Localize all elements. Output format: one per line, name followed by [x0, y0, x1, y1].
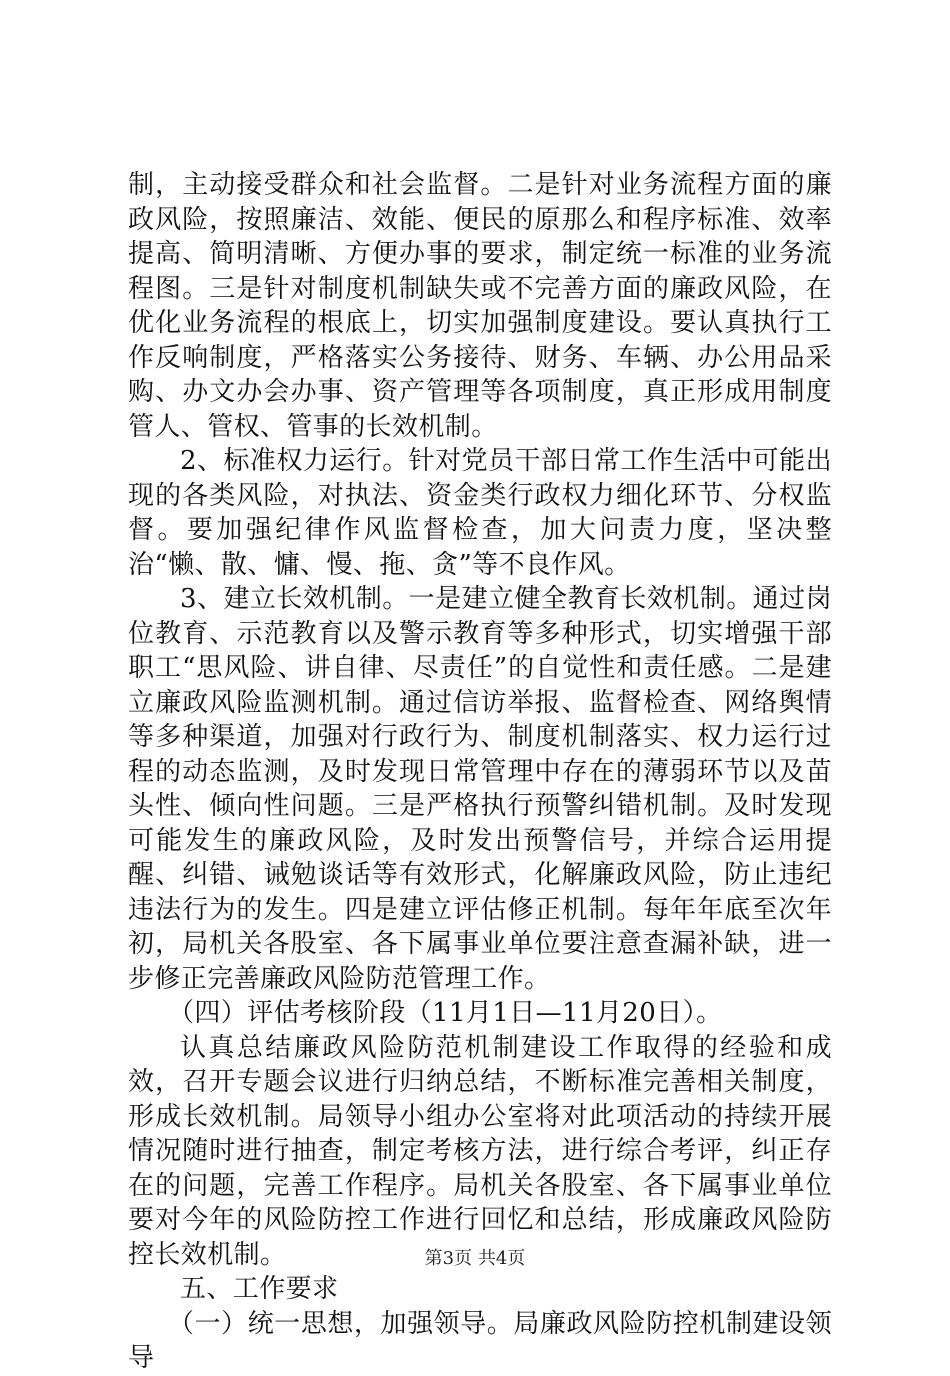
paragraph-assessment: 认真总结廉政风险防范机制建设工作取得的经验和成效，召开专题会议进行归纳总结，不断标准完善相关制度，形成长效机制。局领导小组办公室将对此项活动的持续开展情况随时进行抽查，制定考核方法，进行综合考评，纠正存在的问题，完善工作程序。局机关各股室、各下属事业单位要对今年的风险防控工作进行回忆和总结，形成廉政风险防控长效机制。 — [128, 1032, 832, 1270]
document-body — [128, 168, 832, 1376]
section-heading-assessment: （四）评估考核阶段（11月1日—11月20日）。 — [168, 998, 723, 1028]
section-heading-requirements: 五、工作要求 — [180, 1274, 339, 1304]
paragraph-unify-thinking: （一）统一思想，加强领导。局廉政风险防控机制建设领导 — [128, 1308, 832, 1373]
paragraph-continuation: 制，主动接受群众和社会监督。二是针对业务流程方面的廉政风险，按照廉洁、效能、便民的原那么和程序标准、效率提高、简明清晰、方便办事的要求，制定统一标准的业务流程图。三是针对制度机制缺失或不完善方面的廉政风险，在优化业务流程的根底上，切实加强制度建设。要认真执行工作反响制度，严格落实公务接待、财务、车辆、办公用品采购、办文办会办事、资产管理等各项制度，真正形成用制度管人、管权、管事的长效机制。 — [128, 170, 832, 442]
page-number-footer: 第3页 共4页 — [424, 1248, 526, 1269]
paragraph-power-operation: 2、标准权力运行。针对党员干部日常工作生活中可能出现的各类风险，对执法、资金类行政权力细化环节、分权监督。要加强纪律作风监督检查，加大问责力度，坚决整治“懒、散、慵、慢、拖、贪”等不良作风。 — [128, 446, 832, 580]
paragraph-long-term-mechanism: 3、建立长效机制。一是建立健全教育长效机制。通过岗位教育、示范教育以及警示教育等多种形式，切实增强干部职工“思风险、讲自律、尽责任”的自觉性和责任感。二是建立廉政风险监测机制。通过信访举报、监督检查、网络舆情等多种渠道，加强对行政行为、制度机制落实、权力运行过程的动态监测，及时发现日常管理中存在的薄弱环节以及苗头性、倾向性问题。三是严格执行预警纠错机制。及时发现可能发生的廉政风险，及时发出预警信号，并综合运用提醒、纠错、诫勉谈话等有效形式，化解廉政风险，防止违纪违法行为的发生。四是建立评估修正机制。每年年底至次年初，局机关各股室、各下属事业单位要注意查漏补缺，进一步修正完善廉政风险防范管理工作。 — [128, 584, 832, 994]
